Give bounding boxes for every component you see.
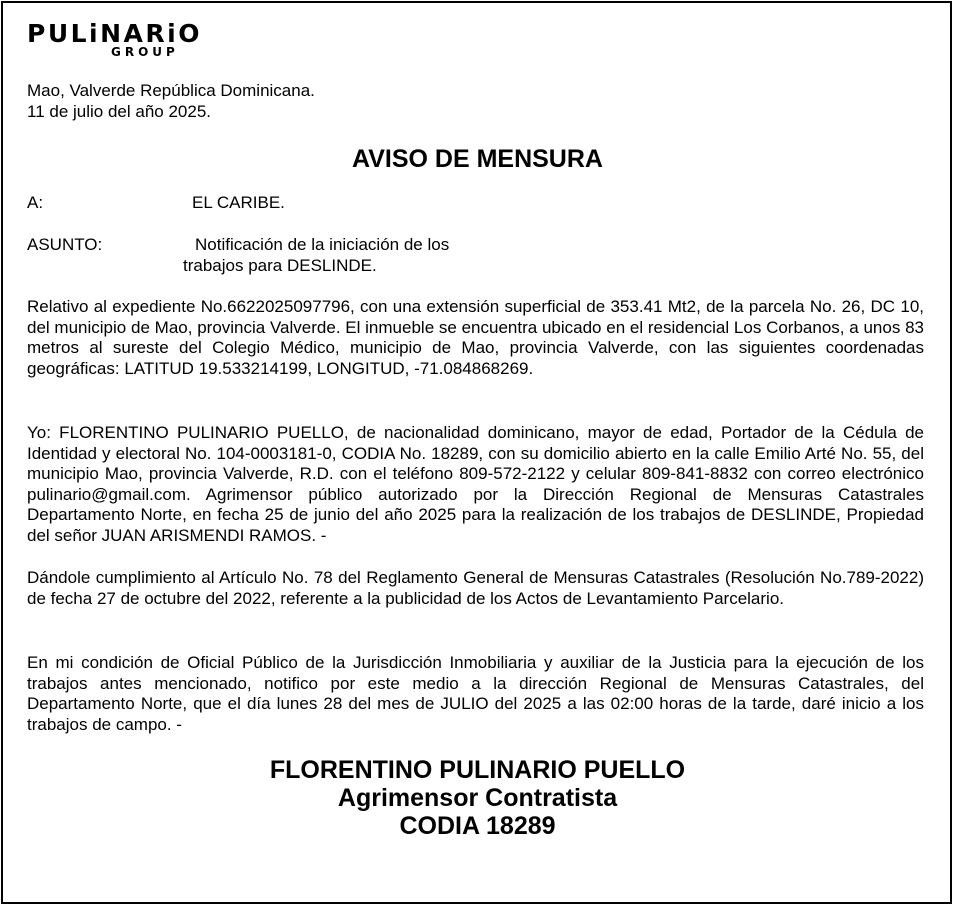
header-block <box>27 81 924 122</box>
signature-codia: CODIA 18289 <box>399 812 556 840</box>
paragraph-surveyor-identity: Yo: FLORENTINO PULINARIO PUELLO, de nacionalidad dominicano, mayor de edad, Portador de la Cédula de Identidad y electoral No. 104-0003181-0, CODIA No. 18289, con su domicilio abierto en la calle Emilio Arté No. 55, del municipio Mao, provincia Valverde, R.D. con el teléfono 809-572-2122 y celular 809-841-8832 con correo electrónico pulinario@gmail.com. Agrimensor público autorizado por la Dirección Regional de Mensuras Catastrales Departamento Norte, en fecha 25 de junio del año 2025 para la realización de los trabajos de DESLINDE, Propiedad del señor JUAN ARISMENDI RAMOS. - <box>27 423 924 545</box>
location-line: Mao, Valverde República Dominicana. <box>27 81 315 100</box>
notice-frame <box>1 1 952 904</box>
date-line: 11 de julio del año 2025. <box>27 101 212 121</box>
subject-line-1: Notificación de la iniciación de los <box>195 235 450 254</box>
signature-role: Agrimensor Contratista <box>337 784 618 812</box>
signature-name: FLORENTINO PULINARIO PUELLO <box>269 756 686 784</box>
company-logo <box>27 17 247 61</box>
logo-subtitle: GROUP <box>111 45 179 59</box>
subject-line-2: trabajos para DESLINDE. <box>183 255 377 275</box>
notice-title: AVISO DE MENSURA <box>352 145 603 173</box>
paragraph-notification: En mi condición de Oficial Público de la Jurisdicción Inmobiliaria y auxiliar de la Justicia para la ejecución de los trabajos antes mencionado, notifico por este medio a la dirección Regional de Mensuras Catastrales, del Departamento Norte, que el día lunes 28 del mes de JULIO del 2025 a las 02:00 horas de la tarde, daré inicio a los trabajos de campo. - <box>27 653 924 734</box>
paragraph-file-details: Relativo al expediente No.6622025097796, con una extensión superficial de 353.41 Mt2, de la parcela No. 26, DC 10, del municipio de Mao, provincia Valverde. El inmueble se encuentra ubicado en el residencial Los Corbanos, a unos 83 metros al sureste del Colegio Médico, municipio de Mao, provincia Valverde, con las siguientes coordenadas geográficas: LATITUD 19.533214199, LONGITUD, -71.084868269. <box>27 297 924 378</box>
to-value: EL CARIBE. <box>192 193 285 212</box>
logo-wordmark: PULiNARiO <box>27 19 202 48</box>
paragraph-legal-basis: Dándole cumplimiento al Artículo No. 78 del Reglamento General de Mensuras Catastrales (Resolución No.789-2022) de fecha 27 de octubre del 2022, referente a la publicidad de los Actos de Levantamiento Parcelario. <box>27 568 924 608</box>
subject-label: ASUNTO: <box>27 235 103 254</box>
to-label: A: <box>27 193 44 212</box>
